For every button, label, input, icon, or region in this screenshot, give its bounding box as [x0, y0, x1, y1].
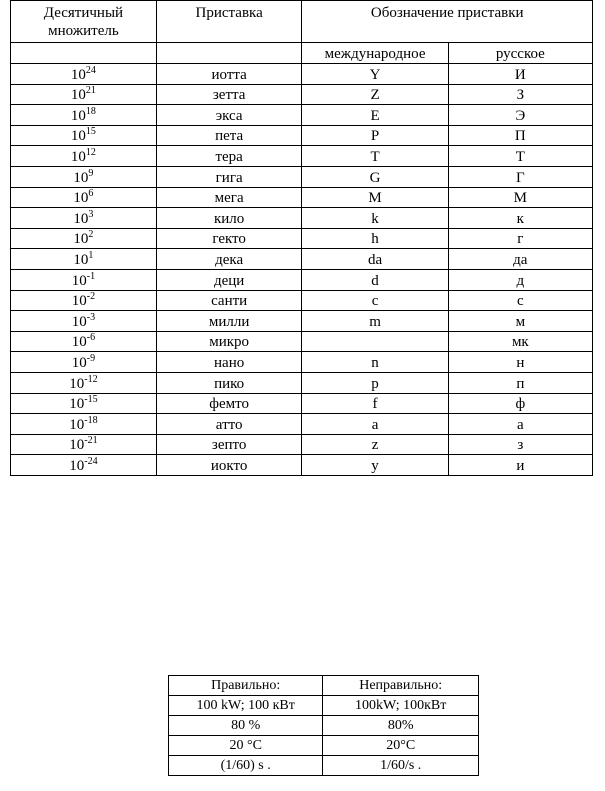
multiplier-cell: [11, 372, 157, 393]
multiplier-cell: [11, 414, 157, 435]
multiplier-exponent: 15: [85, 126, 96, 138]
international-symbol-cell: Z: [302, 84, 448, 105]
multiplier-cell: [11, 434, 157, 455]
russian-symbol-cell: мк: [448, 331, 592, 352]
international-symbol-cell: f: [302, 393, 448, 414]
multiplier-exponent: 6: [88, 188, 94, 200]
russian-symbol-cell: з: [448, 434, 592, 455]
multiplier-exponent: 18: [85, 105, 96, 117]
usage-row: [169, 736, 479, 756]
russian-symbol-cell: З: [448, 84, 592, 105]
international-symbol-cell: [302, 331, 448, 352]
table-row: [11, 372, 593, 393]
multiplier-exponent: -24: [84, 455, 98, 467]
multiplier-base: 10: [73, 190, 89, 207]
prefix-name-cell: зепто: [156, 434, 302, 455]
multiplier-cell: [11, 393, 157, 414]
russian-symbol-cell: Т: [448, 146, 592, 167]
multiplier-cell: [11, 249, 157, 270]
incorrect-example-cell: 20°C: [323, 736, 479, 756]
russian-symbol-cell: а: [448, 414, 592, 435]
russian-symbol-cell: м: [448, 311, 592, 332]
multiplier-exponent: -9: [86, 352, 96, 364]
russian-symbol-cell: да: [448, 249, 592, 270]
prefix-table: [10, 0, 593, 476]
correct-example-cell: 80 %: [169, 716, 323, 736]
correct-example-cell: 100 kW; 100 кВт: [169, 696, 323, 716]
table-row: [11, 187, 593, 208]
international-symbol-cell: p: [302, 372, 448, 393]
multiplier-base: 10: [71, 313, 87, 330]
table-row: [11, 455, 593, 476]
multiplier-cell: [11, 146, 157, 167]
russian-symbol-cell: М: [448, 187, 592, 208]
international-symbol-cell: da: [302, 249, 448, 270]
table-row: [11, 434, 593, 455]
usage-header-row: [169, 676, 479, 696]
multiplier-base: 10: [70, 66, 86, 83]
multiplier-base: 10: [70, 87, 86, 104]
header-international: международное: [302, 43, 448, 64]
table-row: [11, 249, 593, 270]
prefix-name-cell: пета: [156, 125, 302, 146]
international-symbol-cell: M: [302, 187, 448, 208]
russian-symbol-cell: к: [448, 208, 592, 229]
multiplier-base: 10: [73, 231, 89, 248]
prefix-name-cell: санти: [156, 290, 302, 311]
table-header-row: [11, 1, 593, 43]
international-symbol-cell: G: [302, 166, 448, 187]
table-subheader-row: [11, 43, 593, 64]
russian-symbol-cell: Э: [448, 105, 592, 126]
international-symbol-cell: k: [302, 208, 448, 229]
multiplier-base: 10: [71, 354, 87, 371]
multiplier-base: 10: [70, 107, 86, 124]
multiplier-cell: [11, 228, 157, 249]
usage-row: [169, 716, 479, 736]
table-row: [11, 64, 593, 85]
multiplier-base: 10: [71, 272, 87, 289]
multiplier-base: 10: [69, 457, 85, 474]
multiplier-exponent: -3: [86, 311, 96, 323]
prefix-name-cell: нано: [156, 352, 302, 373]
prefix-table-body: [11, 64, 593, 476]
international-symbol-cell: y: [302, 455, 448, 476]
incorrect-example-cell: 80%: [323, 716, 479, 736]
multiplier-base: 10: [71, 334, 87, 351]
table-row: [11, 125, 593, 146]
prefix-name-cell: тера: [156, 146, 302, 167]
prefix-name-cell: фемто: [156, 393, 302, 414]
international-symbol-cell: a: [302, 414, 448, 435]
multiplier-cell: [11, 105, 157, 126]
multiplier-base: 10: [69, 375, 85, 392]
multiplier-cell: [11, 311, 157, 332]
multiplier-cell: [11, 166, 157, 187]
international-symbol-cell: Y: [302, 64, 448, 85]
multiplier-base: 10: [70, 128, 86, 145]
correct-example-cell: (1/60) s .: [169, 756, 323, 776]
international-symbol-cell: z: [302, 434, 448, 455]
header-correct: Правильно:: [169, 676, 323, 696]
international-symbol-cell: P: [302, 125, 448, 146]
multiplier-exponent: -18: [84, 414, 98, 426]
prefix-name-cell: мега: [156, 187, 302, 208]
prefix-name-cell: милли: [156, 311, 302, 332]
international-symbol-cell: T: [302, 146, 448, 167]
russian-symbol-cell: и: [448, 455, 592, 476]
prefix-name-cell: иотта: [156, 64, 302, 85]
header-multiplier: Десятичный множитель: [11, 1, 157, 43]
multiplier-exponent: 21: [85, 85, 96, 97]
multiplier-exponent: -12: [84, 373, 98, 385]
table-row: [11, 331, 593, 352]
russian-symbol-cell: н: [448, 352, 592, 373]
multiplier-cell: [11, 269, 157, 290]
russian-symbol-cell: с: [448, 290, 592, 311]
header-designation: Обозначение приставки: [302, 1, 593, 43]
multiplier-cell: [11, 125, 157, 146]
multiplier-exponent: -2: [86, 291, 96, 303]
incorrect-example-cell: 100kW; 100кВт: [323, 696, 479, 716]
prefix-name-cell: экса: [156, 105, 302, 126]
international-symbol-cell: E: [302, 105, 448, 126]
table-row: [11, 228, 593, 249]
multiplier-base: 10: [73, 169, 89, 186]
table-row: [11, 146, 593, 167]
header-russian: русское: [448, 43, 592, 64]
multiplier-exponent: 2: [88, 229, 94, 241]
table-row: [11, 352, 593, 373]
table-row: [11, 105, 593, 126]
usage-row: [169, 756, 479, 776]
usage-table-body: [169, 696, 479, 776]
prefix-name-cell: гекто: [156, 228, 302, 249]
incorrect-example-cell: 1/60/s .: [323, 756, 479, 776]
prefix-name-cell: микро: [156, 331, 302, 352]
prefix-name-cell: иокто: [156, 455, 302, 476]
header-empty-cell: [156, 43, 302, 64]
multiplier-exponent: -15: [84, 394, 98, 406]
russian-symbol-cell: И: [448, 64, 592, 85]
multiplier-exponent: 12: [85, 146, 96, 158]
prefix-name-cell: атто: [156, 414, 302, 435]
usage-row: [169, 696, 479, 716]
table-row: [11, 290, 593, 311]
international-symbol-cell: n: [302, 352, 448, 373]
multiplier-cell: [11, 84, 157, 105]
prefix-name-cell: гига: [156, 166, 302, 187]
multiplier-cell: [11, 352, 157, 373]
prefix-name-cell: дека: [156, 249, 302, 270]
multiplier-base: 10: [69, 416, 85, 433]
multiplier-base: 10: [71, 293, 87, 310]
international-symbol-cell: d: [302, 269, 448, 290]
multiplier-base: 10: [73, 210, 89, 227]
header-prefix: Приставка: [156, 1, 302, 43]
multiplier-exponent: -1: [86, 270, 96, 282]
correct-example-cell: 20 °C: [169, 736, 323, 756]
multiplier-cell: [11, 208, 157, 229]
multiplier-exponent: -21: [84, 435, 98, 447]
header-incorrect: Неправильно:: [323, 676, 479, 696]
international-symbol-cell: c: [302, 290, 448, 311]
multiplier-cell: [11, 455, 157, 476]
multiplier-cell: [11, 187, 157, 208]
multiplier-exponent: 3: [88, 208, 94, 220]
russian-symbol-cell: п: [448, 372, 592, 393]
table-row: [11, 208, 593, 229]
table-row: [11, 269, 593, 290]
russian-symbol-cell: г: [448, 228, 592, 249]
multiplier-exponent: 1: [88, 249, 94, 261]
multiplier-base: 10: [70, 148, 86, 165]
usage-table: [168, 675, 479, 776]
prefix-name-cell: деци: [156, 269, 302, 290]
international-symbol-cell: h: [302, 228, 448, 249]
multiplier-base: 10: [69, 396, 85, 413]
russian-symbol-cell: ф: [448, 393, 592, 414]
multiplier-base: 10: [69, 437, 85, 454]
russian-symbol-cell: П: [448, 125, 592, 146]
multiplier-exponent: -6: [86, 332, 96, 344]
multiplier-base: 10: [73, 251, 89, 268]
multiplier-exponent: 24: [85, 64, 96, 76]
russian-symbol-cell: Г: [448, 166, 592, 187]
international-symbol-cell: m: [302, 311, 448, 332]
prefix-name-cell: пико: [156, 372, 302, 393]
multiplier-exponent: 9: [88, 167, 94, 179]
prefix-name-cell: зетта: [156, 84, 302, 105]
table-row: [11, 311, 593, 332]
table-row: [11, 166, 593, 187]
table-row: [11, 84, 593, 105]
multiplier-cell: [11, 331, 157, 352]
multiplier-cell: [11, 64, 157, 85]
table-row: [11, 393, 593, 414]
header-empty-cell: [11, 43, 157, 64]
multiplier-cell: [11, 290, 157, 311]
russian-symbol-cell: д: [448, 269, 592, 290]
table-row: [11, 414, 593, 435]
prefix-name-cell: кило: [156, 208, 302, 229]
